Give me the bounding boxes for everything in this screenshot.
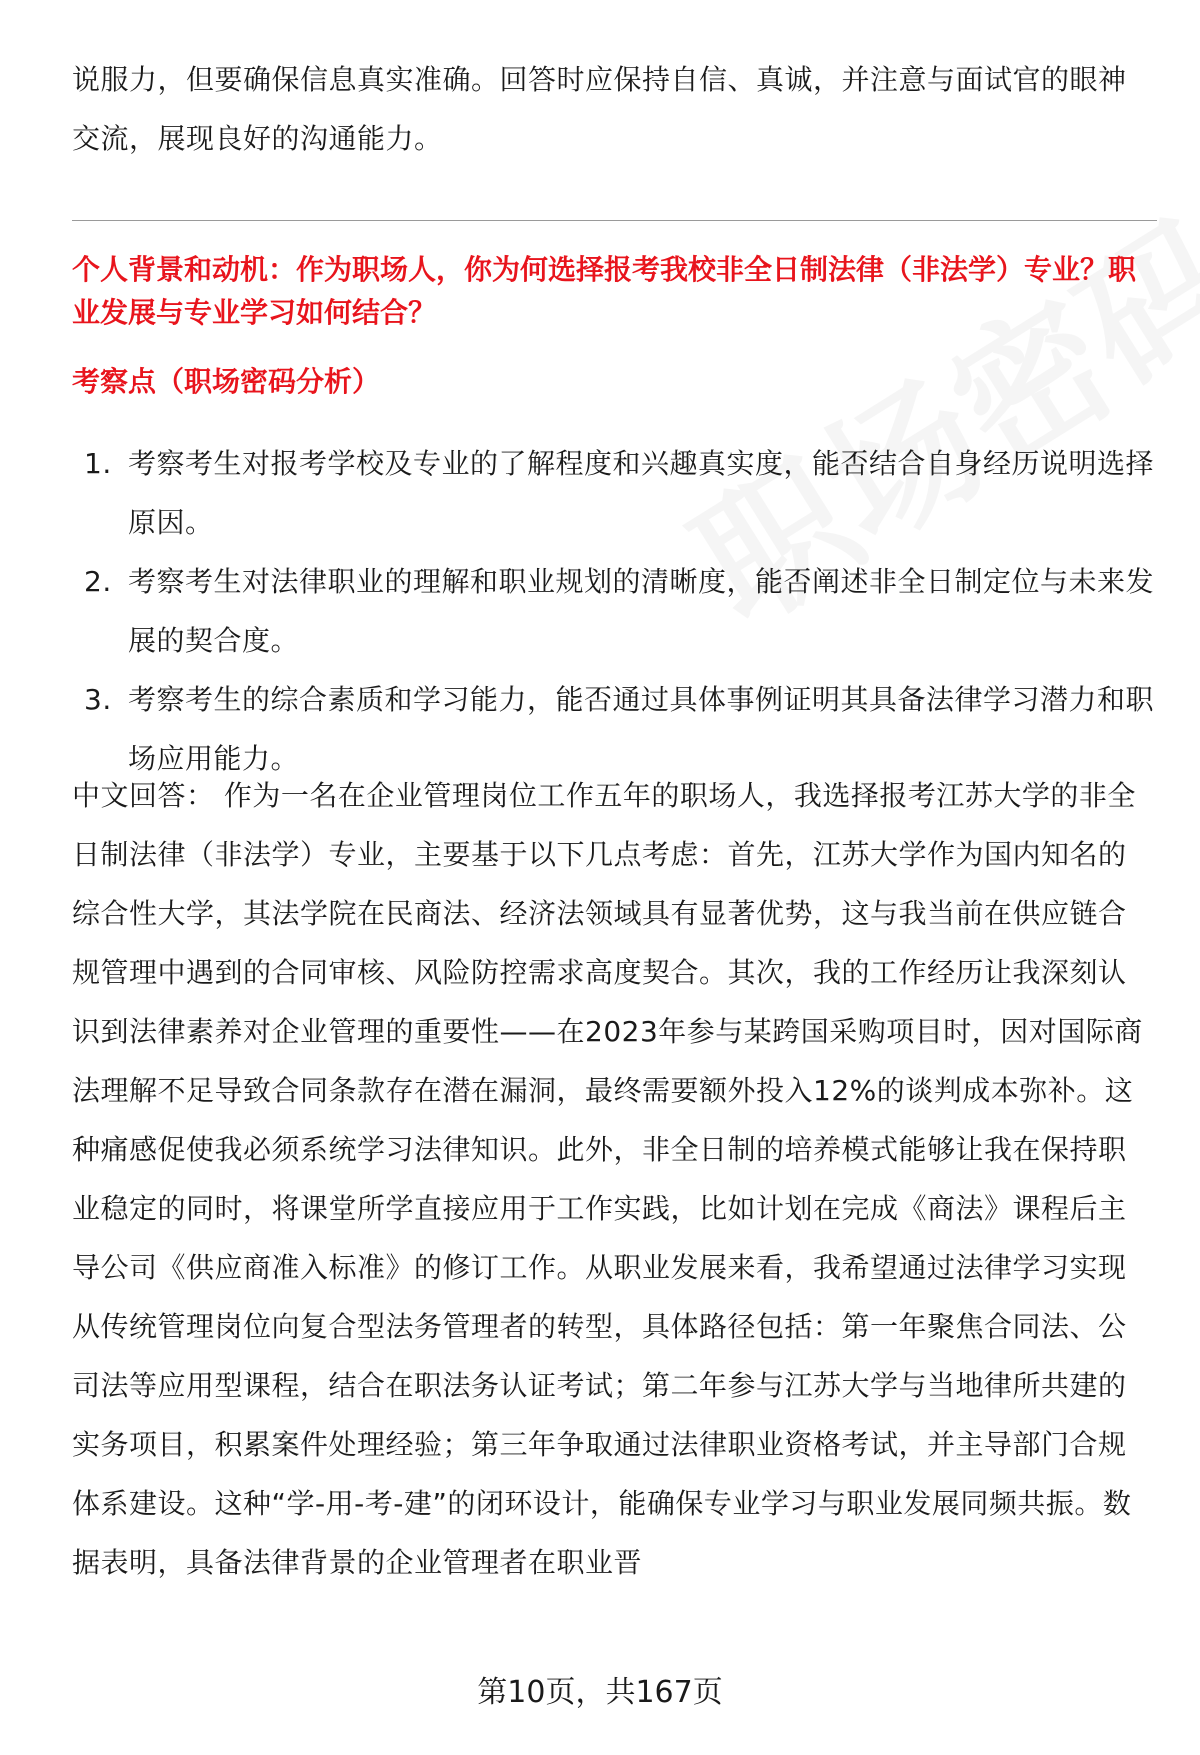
list-number: 1.: [84, 447, 112, 480]
list-item-text: 考察考生对报考学校及专业的了解程度和兴趣真实度，能否结合自身经历说明选择原因。: [128, 447, 1155, 539]
top-paragraph: 说服力，但要确保信息真实准确。回答时应保持自信、真诚，并注意与面试官的眼神交流，展现良好的沟通能力。: [72, 63, 1127, 155]
list-item: [72, 434, 1157, 552]
list-number: 2.: [84, 565, 112, 598]
list-item-text: 考察考生对法律职业的理解和职业规划的清晰度，能否阐述非全日制定位与未来发展的契合度。: [128, 565, 1155, 657]
list-item-text: 考察考生的综合素质和学习能力，能否通过具体事例证明其具备法律学习潜力和职场应用能力。: [128, 683, 1155, 775]
answer-paragraph: 中文回答： 作为一名在企业管理岗位工作五年的职场人，我选择报考江苏大学的非全日制法律（非法学）专业，主要基于以下几点考虑：首先，江苏大学作为国内知名的综合性大学，其法学院在民商法、经济法领域具有显著优势，这与我当前在供应链合规管理中遇到的合同审核、风险防控需求高度契合。其次，我的工作经历让我深刻认识到法律素养对企业管理的重要性——在2023年参与某跨国采购项目时，因对国际商法理解不足导致合同条款存在潜在漏洞，最终需要额外投入12%的谈判成本弥补。这种痛感促使我必须系统学习法律知识。此外，非全日制的培养模式能够让我在保持职业稳定的同时，将课堂所学直接应用于工作实践，比如计划在完成《商法》课程后主导公司《供应商准入标准》的修订工作。从职业发展来看，我希望通过法律学习实现从传统管理岗位向复合型法务管理者的转型，具体路径包括：第一年聚焦合同法、公司法等应用型课程，结合在职法务认证考试；第二年参与江苏大学与当地律所共建的实务项目，积累案件处理经验；第三年争取通过法律职业资格考试，并主导部门合规体系建设。这种“学-用-考-建”的闭环设计，能确保专业学习与职业发展同频共振。数据表明，具备法律背景的企业管理者在职业晋: [72, 779, 1143, 1579]
list-item: [72, 552, 1157, 670]
section-divider: [72, 220, 1157, 221]
points-list: [72, 434, 1157, 788]
question-heading: 个人背景和动机：作为职场人，你为何选择报考我校非全日制法律（非法学）专业？职业发展与专业学习如何结合？: [72, 253, 1137, 329]
section-title: 考察点（职场密码分析）: [72, 365, 381, 398]
page-number: 第10页，共167页: [477, 1675, 723, 1710]
list-number: 3.: [84, 683, 112, 716]
